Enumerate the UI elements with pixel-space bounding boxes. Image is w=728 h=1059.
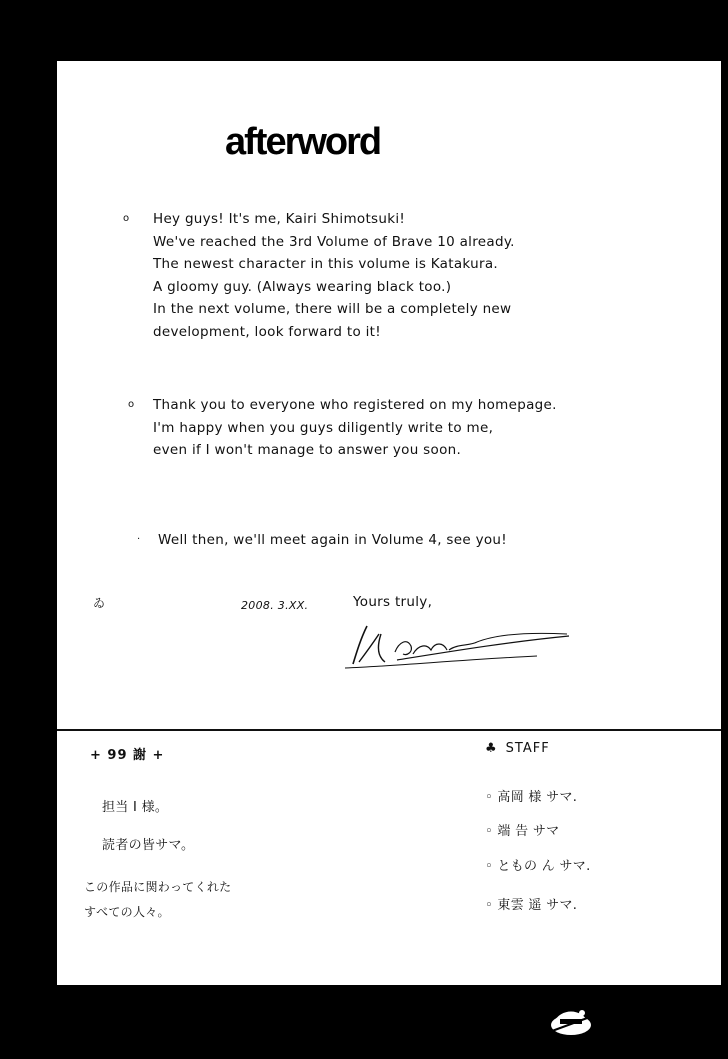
staff-member: ◦ 高岡 様 サマ.	[485, 790, 578, 805]
text-line: development, look forward to it!	[153, 323, 381, 340]
text-line: Thank you to everyone who registered on my homepage.	[153, 397, 557, 413]
closing-text: Yours truly,	[353, 594, 433, 610]
margin-mark: ゐ	[93, 596, 106, 610]
text-line: even if I won't manage to answer you soon.	[153, 442, 462, 458]
greeting-paragraph	[153, 208, 515, 343]
thanks-line: 担当 I 様。	[102, 800, 169, 815]
text-line: The newest character in this volume is Katakura.	[153, 256, 498, 272]
text-line: In the next volume, there will be a completely new	[153, 301, 512, 317]
page-title: afterword	[225, 121, 381, 163]
thanks-paragraph	[153, 394, 557, 462]
paragraph-bullet: o	[123, 213, 130, 224]
text-line: A gloomy guy. (Always wearing black too.)	[153, 278, 452, 295]
staff-member: ◦ 東雲 遥 サマ.	[485, 898, 578, 913]
date-text: 2008. 3.XX.	[241, 599, 309, 612]
text-line: We've reached the 3rd Volume of Brave 10 already.	[153, 233, 515, 250]
section-divider	[57, 729, 721, 731]
clover-icon: ♣	[485, 741, 498, 756]
text-line: Hey guys! It's me, Kairi Shimotsuki!	[153, 211, 406, 227]
thanks-line: この作品に関わってくれた	[84, 880, 232, 894]
scanlator-logo-icon	[548, 1003, 594, 1037]
thanks-line: すべての人々。	[84, 905, 170, 919]
text-line: Well then, we'll meet again in Volume 4, see you!	[158, 532, 507, 548]
paragraph-bullet: ·	[137, 534, 141, 545]
text-line: I'm happy when you guys diligently write to me,	[153, 419, 494, 436]
staff-member: ◦ ともの ん サマ.	[485, 859, 591, 874]
paragraph-bullet: o	[128, 399, 135, 410]
signature-image	[337, 616, 572, 676]
afterword-page	[57, 61, 721, 985]
thanks-line: 読者の皆サマ。	[102, 838, 195, 853]
special-thanks-title: + 99 謝 +	[90, 748, 165, 763]
staff-title: ♣ STAFF	[485, 741, 550, 756]
farewell-paragraph	[158, 529, 507, 552]
staff-member: ◦ 端 告 サマ	[485, 824, 560, 839]
